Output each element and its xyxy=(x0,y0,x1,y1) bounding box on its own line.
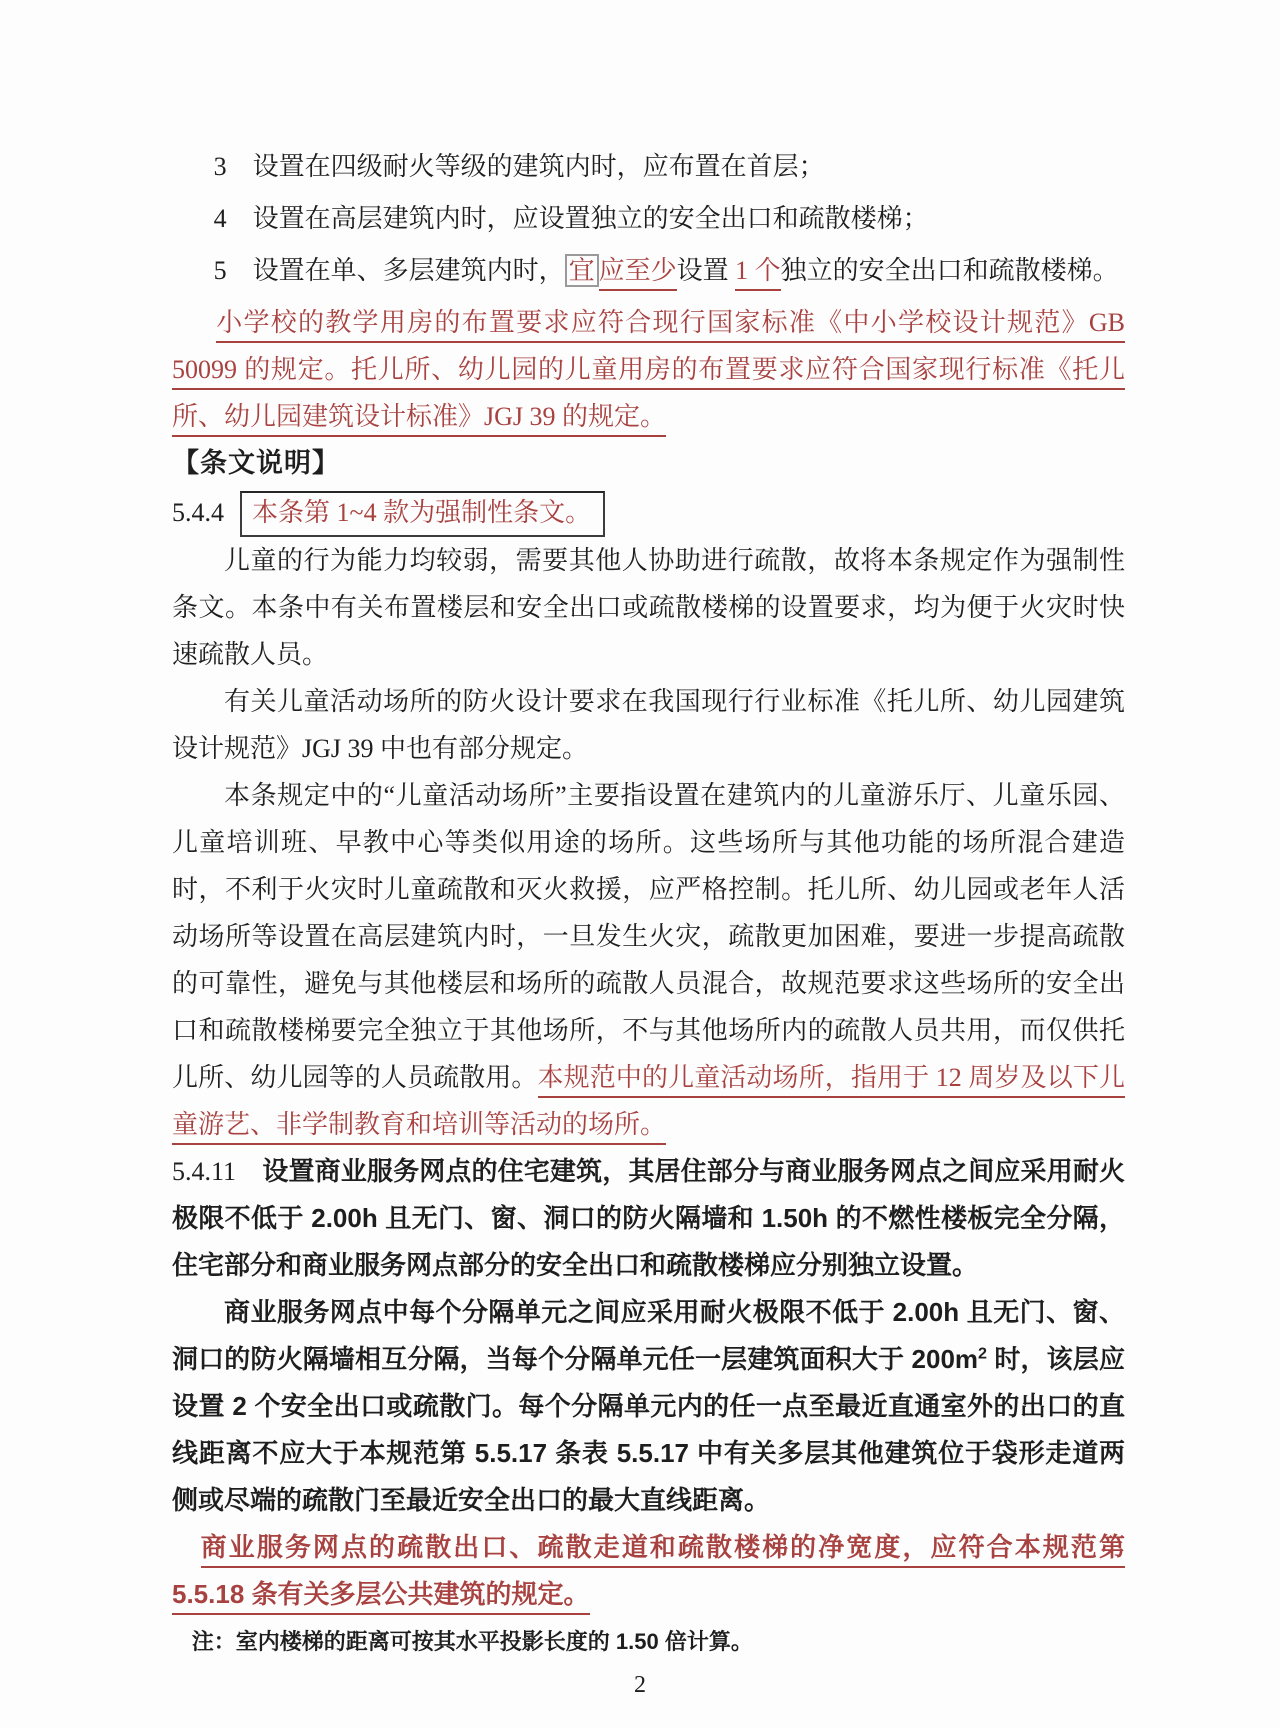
text-segment-p: 商业服务网点中每个分隔单元之间应采用耐火极限不低于 2.00h 且无门、窗、洞口的防火隔墙相互分隔，当每个分隔单元任一层建筑面积大于 200m xyxy=(172,1297,1125,1374)
clause-item-4 xyxy=(172,195,1125,242)
text-segment-p: 注：室内楼梯的距离可按其水平投影长度的 1.50 倍计算。 xyxy=(191,1629,753,1654)
text-segment-sup: 2 xyxy=(978,1344,988,1363)
clause-item-5 xyxy=(172,247,1125,294)
document-body xyxy=(172,143,1125,1664)
clause-5-4-11-red-paragraph xyxy=(172,1524,1125,1618)
text-segment-p: 时，该层应设置 2 个安全出口或疏散门。每个分隔单元内的任一点至最近直通室外的出口的直线距离不应大于本规范第 5.5.17 条表 5.5.17 中有关多层其他建筑位于袋形走道两侧或尽端的疏散门至最近安全出口的最大直线距离。 xyxy=(172,1344,1125,1515)
text-segment-p: 本条规定中的“儿童活动场所”主要指设置在建筑内的儿童游乐厅、儿童乐园、儿童培训班、早教中心等类似用途的场所。这些场所与其他功能的场所混合建造时，不利于火灾时儿童疏散和灭火救援，应严格控制。托儿所、幼儿园或老年人活动场所等设置在高层建筑内时，一旦发生火灾，疏散更加困难，要进一步提高疏散的可靠性，避免与其他楼层和场所的疏散人员混合，故规范要求这些场所的安全出口和疏散楼梯要完全独立于其他场所，不与其他场所内的疏散人员共用，而仅供托儿所、幼儿园等的人员疏散用。 xyxy=(172,781,1125,1092)
page-number: 2 xyxy=(634,1672,646,1698)
explanation-heading xyxy=(172,440,1125,487)
clause-5-4-11-paragraph xyxy=(172,1148,1125,1289)
text-segment-p: 儿童的行为能力均较弱，需要其他人协助进行疏散，故将本条规定作为强制性条文。本条中有关布置楼层和安全出口或疏散楼梯的设置要求，均为便于火灾时快速疏散人员。 xyxy=(172,546,1125,669)
text-segment-p: 设置 xyxy=(676,256,736,285)
text-segment-r: 应至少 xyxy=(599,256,677,291)
explanation-paragraph-3 xyxy=(172,772,1125,1148)
text-segment-num: 5.4.11 xyxy=(172,1157,237,1186)
clause-5-4-4-mandatory-note-line xyxy=(172,489,1125,537)
text-segment-r: 本规范中的儿童活动场所，指用于 12 周岁及以下儿童游艺、非学制教育和培训等活动的场所。 xyxy=(172,1063,1125,1145)
explanation-paragraph-1 xyxy=(172,537,1125,678)
clause-note xyxy=(172,1620,1125,1664)
text-segment-r: 小学校的教学用房的布置要求应符合现行国家标准《中小学校设计规范》GB 50099 的规定。托儿所、幼儿园的儿童用房的布置要求应符合国家现行标准《托儿所、幼儿园建筑设计标准》JGJ 39 的规定。 xyxy=(172,308,1125,437)
text-segment-r: 商业服务网点的疏散出口、疏散走道和疏散楼梯的净宽度，应符合本规范第 5.5.18 条有关多层公共建筑的规定。 xyxy=(172,1532,1125,1615)
text-segment-p: 【条文说明】 xyxy=(172,448,340,478)
text-segment-p: 设置商业服务网点的住宅建筑，其居住部分与商业服务网点之间应采用耐火极限不低于 2.00h 且无门、窗、洞口的防火隔墙和 1.50h 的不燃性楼板完全分隔，住宅部分和商业服务网点部分的安全出口和疏散楼梯应分别独立设置。 xyxy=(172,1156,1125,1280)
clause-5-4-11-paragraph-2 xyxy=(172,1289,1125,1524)
text-segment-p: 5 设置在单、多层建筑内时， xyxy=(213,256,565,285)
clause-amendment-red-paragraph xyxy=(172,299,1125,440)
text-segment-num: 5.4.4 xyxy=(172,498,224,527)
text-segment-p: 3 设置在四级耐火等级的建筑内时，应布置在首层； xyxy=(213,152,825,181)
clause-item-3 xyxy=(172,143,1125,190)
text-segment-p: 独立的安全出口和疏散楼梯。 xyxy=(780,256,1119,285)
text-segment-box: 宜 xyxy=(565,254,599,287)
text-segment-p: 有关儿童活动场所的防火设计要求在我国现行行业标准《托儿所、幼儿园建筑设计规范》JGJ 39 中也有部分规定。 xyxy=(172,687,1125,763)
page-footer xyxy=(0,1672,1280,1699)
text-segment-r: 1 个 xyxy=(735,256,781,291)
text-segment-p: 4 设置在高层建筑内时，应设置独立的安全出口和疏散楼梯； xyxy=(213,204,929,233)
text-segment-frame: 本条第 1~4 款为强制性条文。 xyxy=(240,491,605,537)
explanation-paragraph-2 xyxy=(172,678,1125,772)
